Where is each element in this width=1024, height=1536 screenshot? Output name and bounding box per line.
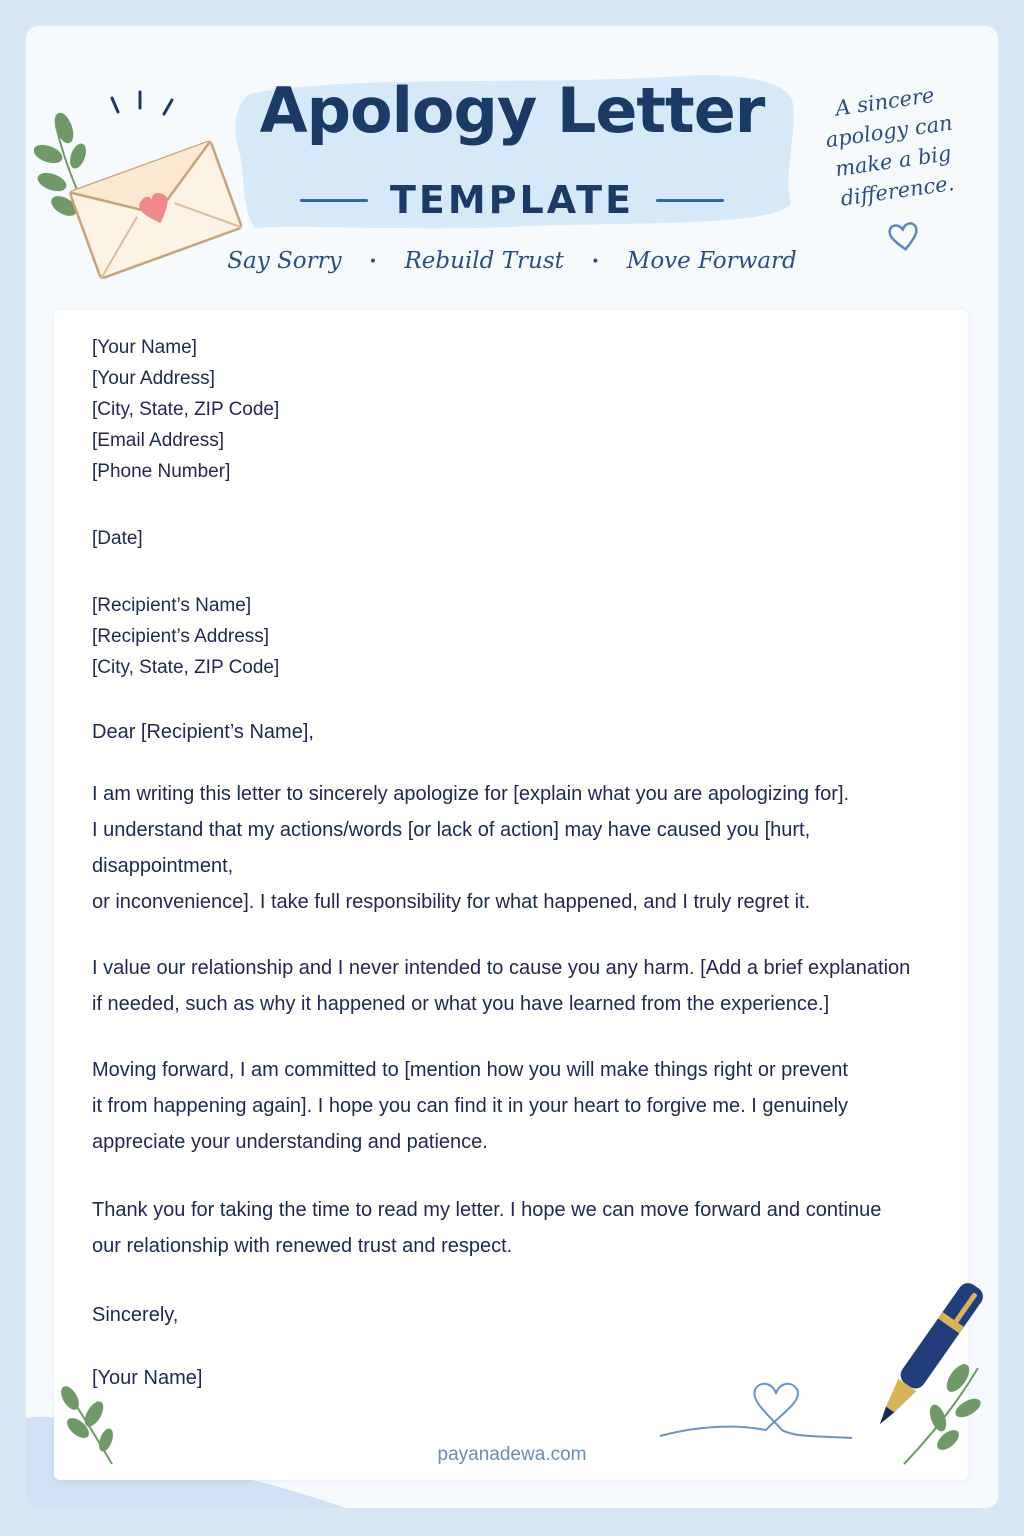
paragraph-line: or inconvenience]. I take full responsibility for what happened, and I truly regret it.: [92, 891, 811, 913]
leaf-sprig-icon: [56, 1380, 136, 1470]
paragraph-line: if needed, such as why it happened or what you have learned from the experience.]: [92, 993, 830, 1015]
side-note-line: apology can: [824, 110, 954, 153]
date-block: [92, 523, 952, 554]
letter-date: [Date]: [92, 528, 143, 549]
letter-signature: [Your Name]: [92, 1367, 203, 1389]
recipient-line: [Recipient’s Name]: [92, 595, 252, 616]
recipient-line: [City, State, ZIP Code]: [92, 657, 280, 678]
subtitle-rule-right: [656, 199, 724, 202]
heart-outline-icon: [885, 217, 923, 255]
recipient-line: [Recipient’s Address]: [92, 626, 270, 647]
sender-line: [Email Address]: [92, 430, 224, 451]
letter-body: [92, 332, 952, 1390]
fountain-pen-icon: [828, 1268, 988, 1468]
sender-line: [Your Name]: [92, 337, 197, 358]
subtitle-rule-left: [300, 199, 368, 202]
paragraph-line: appreciate your understanding and patience.: [92, 1131, 488, 1153]
tagline-item: Rebuild Trust: [404, 248, 564, 274]
side-note-line: make a big: [833, 141, 953, 182]
paragraph-line: I understand that my actions/words [or lack of action] may have caused you [hurt, disappointment,: [92, 819, 811, 877]
paragraph-line: Thank you for taking the time to read my letter. I hope we can move forward and continue: [92, 1199, 882, 1221]
paragraph-line: I value our relationship and I never intended to cause you any harm. [Add a brief explanation: [92, 957, 911, 979]
page-title: Apology Letter: [259, 74, 765, 147]
page-subtitle: TEMPLATE: [389, 178, 635, 222]
paragraph-2: [92, 950, 952, 1022]
sender-line: [Phone Number]: [92, 461, 231, 482]
tagline-separator: •: [368, 254, 378, 270]
paragraph-line: I am writing this letter to sincerely apologize for [explain what you are apologizing for].: [92, 783, 850, 805]
paragraph-3: [92, 1052, 952, 1160]
recipient-address-block: [92, 590, 952, 683]
tagline-separator: •: [591, 254, 600, 270]
sender-line: [Your Address]: [92, 368, 215, 389]
side-note-line: A sincere: [833, 82, 936, 121]
letter-greeting: Dear [Recipient’s Name],: [92, 721, 314, 743]
footer-website: payanadewa.com: [437, 1444, 587, 1465]
heart-scribble-decoration: [656, 1378, 856, 1448]
tagline-item: Say Sorry: [227, 248, 342, 274]
paragraph-4: [92, 1192, 952, 1264]
paragraph-line: it from happening again]. I hope you can find it in your heart to forgive me. I genuinely: [92, 1095, 849, 1117]
envelope-heart-icon: [34, 86, 244, 286]
sender-address-block: [92, 332, 952, 487]
side-note-line: difference.: [839, 170, 956, 211]
paragraph-line: our relationship with renewed trust and respect.: [92, 1235, 513, 1257]
paragraph-1: [92, 776, 952, 920]
side-note: [808, 76, 981, 271]
letter-closing: Sincerely,: [92, 1304, 179, 1326]
page: [26, 26, 998, 1508]
sender-line: [City, State, ZIP Code]: [92, 399, 280, 420]
tagline-item: Move Forward: [626, 248, 797, 274]
paragraph-line: Moving forward, I am committed to [mention how you will make things right or prevent: [92, 1059, 848, 1081]
